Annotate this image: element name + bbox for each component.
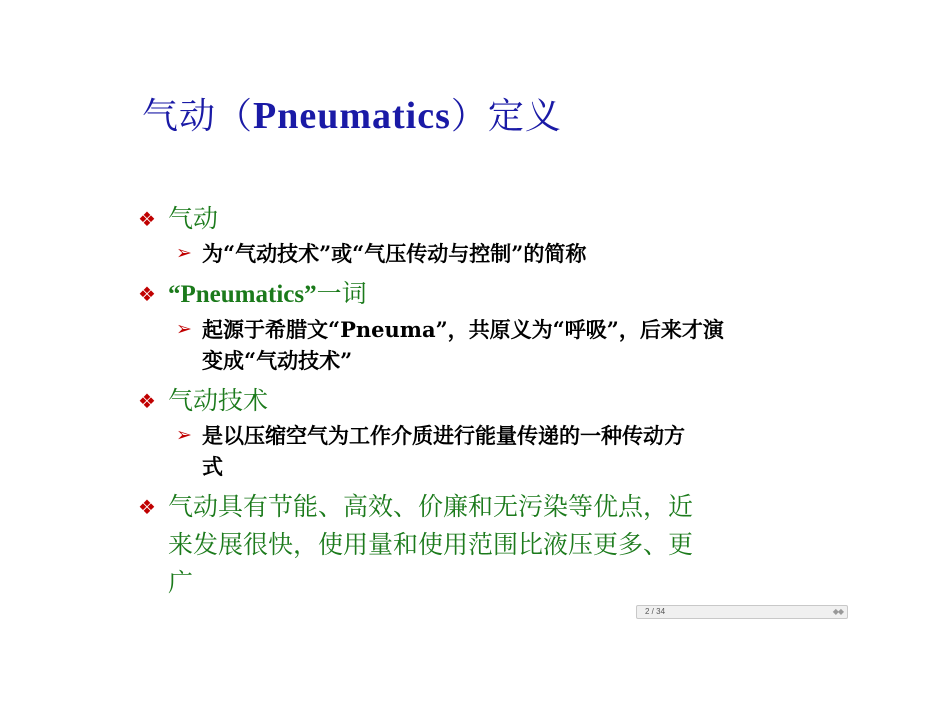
bullet-text-line1: 气动具有节能、高效、价廉和无污染等优点，近 <box>168 492 694 521</box>
sub-bullet-text-line1: 起源于希腊文“Pneuma”，共原义为“呼吸”，后来才演 <box>202 317 724 342</box>
bullet-text: 一词 <box>316 279 367 308</box>
bullet-text-line3: 广 <box>168 568 194 597</box>
sub-bullet-origin <box>138 314 838 376</box>
bullet-text: 气动 <box>168 204 219 233</box>
title-prefix: 气动（ <box>142 96 254 137</box>
diamond-bullet-icon: ❖ <box>138 389 156 413</box>
diamond-bullet-icon: ❖ <box>138 495 156 519</box>
bullet-advantages <box>138 488 838 602</box>
slide-title <box>142 88 562 139</box>
bullet-latin: “Pneumatics” <box>168 281 317 308</box>
nav-arrows-icon[interactable]: ◆◆ <box>832 607 843 616</box>
title-latin: Pneumatics <box>253 95 451 137</box>
page-indicator-bar[interactable] <box>636 605 848 619</box>
sub-bullet-medium <box>138 420 838 482</box>
sub-bullet-text: 为“气动技术”或“气压传动与控制”的简称 <box>202 241 587 266</box>
sub-bullet-text-line1: 是以压缩空气为工作介质进行能量传递的一种传动方 <box>202 423 685 448</box>
page-number: 2 / 34 <box>645 607 666 616</box>
sub-bullet-text-line2: 变成“气动技术” <box>202 348 353 373</box>
diamond-bullet-icon: ❖ <box>138 282 156 306</box>
bullet-pneumatics-word <box>138 275 838 314</box>
bullet-text-line2: 来发展很快，使用量和使用范围比液压更多、更 <box>168 530 694 559</box>
bullet-qidong <box>138 200 838 238</box>
slide-content <box>138 200 838 602</box>
arrow-bullet-icon: ➢ <box>176 424 192 446</box>
arrow-bullet-icon: ➢ <box>176 318 192 340</box>
sub-bullet-definition <box>138 238 838 269</box>
diamond-bullet-icon: ❖ <box>138 207 156 231</box>
sub-bullet-text-line2: 式 <box>202 454 223 479</box>
arrow-bullet-icon: ➢ <box>176 242 192 264</box>
bullet-text: 气动技术 <box>168 386 269 415</box>
title-suffix: ）定义 <box>450 96 562 137</box>
bullet-pneumatic-tech <box>138 382 838 420</box>
